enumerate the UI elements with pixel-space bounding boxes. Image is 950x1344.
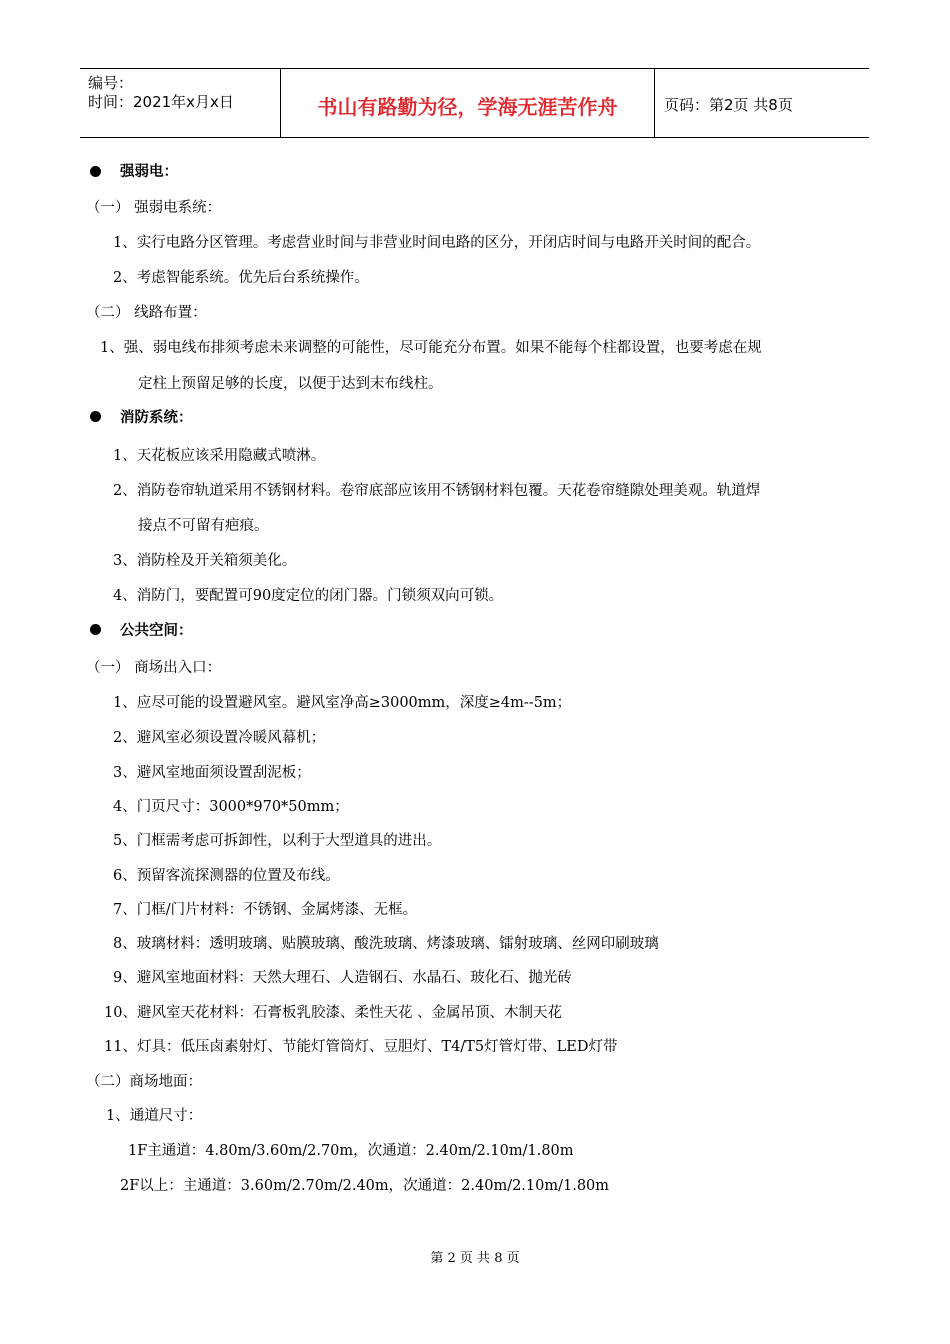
list-item: 11、灯具：低压卤素射灯、节能灯管筒灯、豆胆灯、T4/T5灯管灯带、LED灯带 — [104, 1039, 618, 1055]
bullet-icon — [90, 624, 101, 635]
list-item: 1、强、弱电线布排须考虑未来调整的可能性，尽可能充分布置。如果不能每个柱都设置，也要考虑在规 — [100, 340, 762, 356]
list-item: 1、应尽可能的设置避风室。避风室净高≥3000mm，深度≥4m--5m； — [113, 695, 572, 711]
list-item: 2、考虑智能系统。优先后台系统操作。 — [113, 270, 369, 286]
list-item-continuation: 接点不可留有疤痕。 — [138, 518, 269, 534]
motto: 书山有路勤为径，学海无涯苦作舟 — [317, 95, 618, 119]
document-header — [80, 68, 869, 138]
section-title-fire: 消防系统： — [120, 410, 193, 426]
list-item: 7、门框/门片材料：不锈钢、金属烤漆、无框。 — [113, 902, 418, 918]
subsection-heading: （一） 强弱电系统： — [86, 200, 222, 216]
list-item: 8、玻璃材料：透明玻璃、贴膜玻璃、酸洗玻璃、烤漆玻璃、镭射玻璃、丝网印刷玻璃 — [113, 936, 659, 952]
serial-label: 编号： — [88, 74, 134, 92]
list-item: 1、天花板应该采用隐藏式喷淋。 — [113, 448, 326, 464]
date-line: 时间：2021年x月x日 — [88, 93, 234, 111]
list-item: 3、避风室地面须设置刮泥板； — [113, 765, 311, 781]
list-item: 4、消防门，要配置可90度定位的闭门器。门锁须双向可锁。 — [113, 588, 504, 604]
list-item: 1、实行电路分区管理。考虑营业时间与非营业时间电路的区分，开闭店时间与电路开关时间的配合。 — [113, 235, 761, 251]
header-center-cell — [280, 69, 655, 137]
list-item-detail: 2F以上：主通道：3.60m/2.70m/2.40m，次通道：2.40m/2.10m/1.80m — [120, 1178, 610, 1194]
page-footer: 第 2 页 共 8 页 — [430, 1251, 520, 1266]
header-left-cell — [80, 69, 280, 137]
bullet-icon — [90, 411, 101, 422]
list-item: 6、预留客流探测器的位置及布线。 — [113, 868, 340, 884]
subsection-heading: （一） 商场出入口： — [86, 660, 222, 676]
page-code: 页码：第2页 共8页 — [664, 96, 793, 114]
list-item: 10、避风室天花材料：石膏板乳胶漆、柔性天花 、金属吊顶、木制天花 — [104, 1005, 563, 1021]
header-right-cell — [654, 69, 869, 137]
bullet-icon — [90, 166, 101, 177]
list-item: 2、消防卷帘轨道采用不锈钢材料。卷帘底部应该用不锈钢材料包覆。天花卷帘缝隙处理美观。轨道焊 — [113, 483, 761, 499]
list-item: 5、门框需考虑可拆卸性，以利于大型道具的进出。 — [113, 833, 442, 849]
section-title-power: 强弱电： — [120, 164, 178, 180]
list-item: 9、避风室地面材料：天然大理石、人造钢石、水晶石、玻化石、抛光砖 — [113, 970, 572, 986]
subsection-heading: （二）商场地面： — [86, 1074, 202, 1090]
list-item: 4、门页尺寸：3000*970*50mm； — [113, 799, 349, 815]
list-item-detail: 1F主通道：4.80m/3.60m/2.70m，次通道：2.40m/2.10m/1.80m — [128, 1143, 574, 1159]
section-title-public-space: 公共空间： — [120, 623, 193, 639]
subsection-heading: （二） 线路布置： — [86, 305, 207, 321]
list-item-continuation: 定柱上预留足够的长度，以便于达到末布线柱。 — [138, 376, 443, 392]
list-item: 1、通道尺寸： — [106, 1108, 203, 1124]
list-item: 3、消防栓及开关箱须美化。 — [113, 553, 297, 569]
list-item: 2、避风室必须设置冷暖风幕机； — [113, 730, 326, 746]
